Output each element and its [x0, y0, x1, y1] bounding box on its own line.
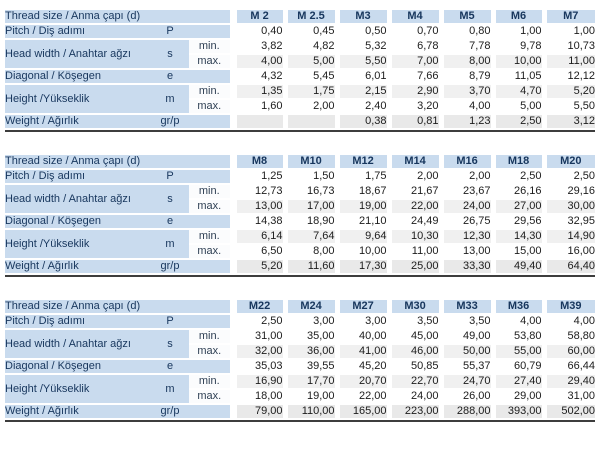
value-cell: 64,40	[544, 259, 595, 274]
value-cell: 4,32	[233, 69, 285, 84]
minmax-label: max.	[189, 54, 233, 69]
value-cell: 21,67	[389, 184, 441, 199]
table-row	[5, 184, 595, 199]
row-symbol: m	[151, 84, 189, 114]
row-symbol: e	[151, 214, 189, 229]
value-cell: 27,00	[493, 199, 544, 214]
table-row	[5, 374, 595, 389]
value-cell: 14,90	[544, 229, 595, 244]
minmax-spacer	[189, 359, 233, 374]
table-row	[5, 84, 595, 99]
value-cell: 35,03	[233, 359, 285, 374]
value-cell: 5,20	[233, 259, 285, 274]
value-cell	[285, 114, 337, 129]
value-cell: 11,00	[544, 54, 595, 69]
column-header: M33	[441, 300, 493, 314]
value-cell: 22,00	[337, 389, 389, 404]
value-cell: 29,40	[544, 374, 595, 389]
value-cell: 8,00	[285, 244, 337, 259]
value-cell: 3,50	[441, 314, 493, 329]
value-cell: 55,37	[441, 359, 493, 374]
minmax-label: max.	[189, 99, 233, 114]
value-cell: 4,82	[285, 39, 337, 54]
value-cell: 110,00	[285, 404, 337, 419]
row-label: Height /Yükseklik	[5, 84, 151, 114]
value-cell: 1,60	[233, 99, 285, 114]
column-header: M 2.5	[285, 10, 337, 24]
value-cell: 53,80	[493, 329, 544, 344]
value-cell: 4,00	[493, 314, 544, 329]
value-cell: 3,00	[285, 314, 337, 329]
minmax-spacer	[189, 24, 233, 39]
row-symbol: e	[151, 69, 189, 84]
value-cell: 39,55	[285, 359, 337, 374]
minmax-label: max.	[189, 389, 233, 404]
value-cell: 6,78	[389, 39, 441, 54]
value-cell: 7,64	[285, 229, 337, 244]
value-cell: 50,85	[389, 359, 441, 374]
row-symbol: m	[151, 374, 189, 404]
value-cell: 24,70	[441, 374, 493, 389]
minmax-spacer	[189, 114, 233, 129]
value-cell: 2,50	[493, 114, 544, 129]
value-cell: 12,73	[233, 184, 285, 199]
column-header: M22	[233, 300, 285, 314]
value-cell: 3,70	[441, 84, 493, 99]
minmax-label: min.	[189, 229, 233, 244]
value-cell: 5,32	[337, 39, 389, 54]
value-cell: 33,30	[441, 259, 493, 274]
value-cell: 0,81	[389, 114, 441, 129]
column-header: M24	[285, 300, 337, 314]
value-cell: 26,00	[441, 389, 493, 404]
value-cell: 5,00	[493, 99, 544, 114]
minmax-label: max.	[189, 199, 233, 214]
value-cell: 165,00	[337, 404, 389, 419]
minmax-label: min.	[189, 374, 233, 389]
value-cell: 16,73	[285, 184, 337, 199]
value-cell: 30,00	[544, 199, 595, 214]
column-header: M7	[544, 10, 595, 24]
value-cell: 50,00	[441, 344, 493, 359]
column-header: M12	[337, 155, 389, 169]
value-cell: 24,49	[389, 214, 441, 229]
minmax-label: max.	[189, 244, 233, 259]
value-cell: 32,95	[544, 214, 595, 229]
spec-table-3	[5, 300, 595, 422]
value-cell: 29,16	[544, 184, 595, 199]
corner-header: Thread size / Anma çapı (d)	[5, 300, 233, 314]
row-symbol: gr/p	[151, 259, 189, 274]
value-cell: 11,05	[493, 69, 544, 84]
row-label: Weight / Ağırlık	[5, 259, 151, 274]
value-cell: 8,79	[441, 69, 493, 84]
row-symbol: gr/p	[151, 114, 189, 129]
value-cell: 18,00	[233, 389, 285, 404]
value-cell: 0,70	[389, 24, 441, 39]
spec-table-grid	[5, 10, 595, 130]
value-cell: 0,80	[441, 24, 493, 39]
value-cell: 0,50	[337, 24, 389, 39]
column-header: M18	[493, 155, 544, 169]
value-cell: 1,23	[441, 114, 493, 129]
spec-table-grid	[5, 300, 595, 420]
value-cell: 60,00	[544, 344, 595, 359]
table-row	[5, 259, 595, 274]
value-cell: 3,50	[389, 314, 441, 329]
row-label: Head width / Anahtar ağzı	[5, 329, 151, 359]
minmax-label: min.	[189, 39, 233, 54]
value-cell: 1,00	[544, 24, 595, 39]
table-row	[5, 214, 595, 229]
table-row	[5, 314, 595, 329]
spec-table-grid	[5, 155, 595, 275]
value-cell: 14,30	[493, 229, 544, 244]
value-cell: 5,20	[544, 84, 595, 99]
value-cell: 6,01	[337, 69, 389, 84]
value-cell: 31,00	[544, 389, 595, 404]
value-cell: 10,00	[493, 54, 544, 69]
value-cell: 22,70	[389, 374, 441, 389]
column-header: M10	[285, 155, 337, 169]
table-row	[5, 24, 595, 39]
corner-header: Thread size / Anma çapı (d)	[5, 10, 233, 24]
value-cell: 2,00	[441, 169, 493, 184]
row-symbol: gr/p	[151, 404, 189, 419]
value-cell: 7,78	[441, 39, 493, 54]
value-cell: 2,40	[337, 99, 389, 114]
value-cell: 10,30	[389, 229, 441, 244]
value-cell: 4,00	[544, 314, 595, 329]
column-header: M16	[441, 155, 493, 169]
value-cell: 393,00	[493, 404, 544, 419]
column-header: M4	[389, 10, 441, 24]
value-cell: 66,44	[544, 359, 595, 374]
value-cell: 5,45	[285, 69, 337, 84]
column-header: M6	[493, 10, 544, 24]
value-cell: 11,60	[285, 259, 337, 274]
column-header: M39	[544, 300, 595, 314]
header-row	[5, 155, 595, 169]
value-cell: 17,30	[337, 259, 389, 274]
value-cell: 16,90	[233, 374, 285, 389]
value-cell: 10,00	[337, 244, 389, 259]
column-header: M5	[441, 10, 493, 24]
value-cell: 2,50	[544, 169, 595, 184]
value-cell: 29,00	[493, 389, 544, 404]
row-label: Diagonal / Köşegen	[5, 214, 151, 229]
row-label: Diagonal / Köşegen	[5, 69, 151, 84]
value-cell: 18,90	[285, 214, 337, 229]
table-row	[5, 404, 595, 419]
value-cell: 10,73	[544, 39, 595, 54]
row-label: Weight / Ağırlık	[5, 114, 151, 129]
row-symbol: m	[151, 229, 189, 259]
value-cell: 14,38	[233, 214, 285, 229]
value-cell: 502,00	[544, 404, 595, 419]
value-cell: 2,50	[233, 314, 285, 329]
row-label: Head width / Anahtar ağzı	[5, 184, 151, 214]
value-cell: 4,00	[441, 99, 493, 114]
value-cell: 13,00	[233, 199, 285, 214]
value-cell: 4,00	[233, 54, 285, 69]
row-label: Weight / Ağırlık	[5, 404, 151, 419]
row-symbol: s	[151, 39, 189, 69]
minmax-spacer	[189, 314, 233, 329]
minmax-spacer	[189, 259, 233, 274]
spec-table-2	[5, 155, 595, 277]
value-cell: 3,20	[389, 99, 441, 114]
row-label: Pitch / Diş adımı	[5, 24, 151, 39]
value-cell: 6,14	[233, 229, 285, 244]
value-cell: 7,66	[389, 69, 441, 84]
row-label: Diagonal / Köşegen	[5, 359, 151, 374]
value-cell: 22,00	[389, 199, 441, 214]
value-cell: 19,00	[337, 199, 389, 214]
value-cell: 1,75	[337, 169, 389, 184]
value-cell: 13,00	[441, 244, 493, 259]
row-symbol: s	[151, 184, 189, 214]
row-symbol: s	[151, 329, 189, 359]
value-cell: 1,50	[285, 169, 337, 184]
value-cell: 35,00	[285, 329, 337, 344]
table-row	[5, 169, 595, 184]
column-header: M36	[493, 300, 544, 314]
value-cell: 26,75	[441, 214, 493, 229]
table-row	[5, 229, 595, 244]
column-header: M 2	[233, 10, 285, 24]
value-cell: 31,00	[233, 329, 285, 344]
corner-header: Thread size / Anma çapı (d)	[5, 155, 233, 169]
row-symbol: e	[151, 359, 189, 374]
value-cell: 36,00	[285, 344, 337, 359]
table-row	[5, 114, 595, 129]
value-cell: 2,90	[389, 84, 441, 99]
row-label: Head width / Anahtar ağzı	[5, 39, 151, 69]
column-header: M8	[233, 155, 285, 169]
minmax-label: max.	[189, 344, 233, 359]
value-cell: 9,64	[337, 229, 389, 244]
value-cell: 1,35	[233, 84, 285, 99]
value-cell: 5,50	[337, 54, 389, 69]
value-cell: 6,50	[233, 244, 285, 259]
row-label: Height /Yükseklik	[5, 374, 151, 404]
column-header: M27	[337, 300, 389, 314]
value-cell: 288,00	[441, 404, 493, 419]
value-cell: 12,12	[544, 69, 595, 84]
value-cell: 24,00	[441, 199, 493, 214]
row-label: Pitch / Diş adımı	[5, 314, 151, 329]
value-cell: 0,38	[337, 114, 389, 129]
column-header: M30	[389, 300, 441, 314]
value-cell: 2,15	[337, 84, 389, 99]
table-row	[5, 39, 595, 54]
value-cell: 15,00	[493, 244, 544, 259]
value-cell: 12,30	[441, 229, 493, 244]
column-header: M3	[337, 10, 389, 24]
minmax-spacer	[189, 214, 233, 229]
value-cell: 16,00	[544, 244, 595, 259]
value-cell: 29,56	[493, 214, 544, 229]
value-cell: 17,70	[285, 374, 337, 389]
value-cell: 0,40	[233, 24, 285, 39]
column-header: M14	[389, 155, 441, 169]
header-row	[5, 10, 595, 24]
row-label: Pitch / Diş adımı	[5, 169, 151, 184]
value-cell: 58,80	[544, 329, 595, 344]
value-cell: 49,40	[493, 259, 544, 274]
header-row	[5, 300, 595, 314]
value-cell: 4,70	[493, 84, 544, 99]
value-cell: 20,70	[337, 374, 389, 389]
minmax-label: min.	[189, 184, 233, 199]
value-cell: 5,00	[285, 54, 337, 69]
row-symbol: P	[151, 314, 189, 329]
minmax-label: min.	[189, 329, 233, 344]
value-cell: 60,79	[493, 359, 544, 374]
value-cell: 32,00	[233, 344, 285, 359]
value-cell: 27,40	[493, 374, 544, 389]
value-cell: 1,00	[493, 24, 544, 39]
value-cell: 40,00	[337, 329, 389, 344]
value-cell: 3,12	[544, 114, 595, 129]
value-cell: 46,00	[389, 344, 441, 359]
value-cell: 41,00	[337, 344, 389, 359]
row-label: Height /Yükseklik	[5, 229, 151, 259]
value-cell: 8,00	[441, 54, 493, 69]
value-cell: 79,00	[233, 404, 285, 419]
value-cell: 223,00	[389, 404, 441, 419]
minmax-spacer	[189, 404, 233, 419]
value-cell: 25,00	[389, 259, 441, 274]
table-row	[5, 329, 595, 344]
value-cell: 45,20	[337, 359, 389, 374]
minmax-spacer	[189, 169, 233, 184]
value-cell: 18,67	[337, 184, 389, 199]
minmax-spacer	[189, 69, 233, 84]
value-cell: 0,45	[285, 24, 337, 39]
value-cell: 7,00	[389, 54, 441, 69]
minmax-label: min.	[189, 84, 233, 99]
value-cell: 2,00	[389, 169, 441, 184]
value-cell	[233, 114, 285, 129]
value-cell: 9,78	[493, 39, 544, 54]
value-cell: 19,00	[285, 389, 337, 404]
value-cell: 2,50	[493, 169, 544, 184]
value-cell: 49,00	[441, 329, 493, 344]
value-cell: 11,00	[389, 244, 441, 259]
value-cell: 24,00	[389, 389, 441, 404]
value-cell: 2,00	[285, 99, 337, 114]
value-cell: 55,00	[493, 344, 544, 359]
table-row	[5, 359, 595, 374]
value-cell: 1,75	[285, 84, 337, 99]
value-cell: 21,10	[337, 214, 389, 229]
row-symbol: P	[151, 169, 189, 184]
row-symbol: P	[151, 24, 189, 39]
value-cell: 1,25	[233, 169, 285, 184]
value-cell: 3,82	[233, 39, 285, 54]
value-cell: 5,50	[544, 99, 595, 114]
spec-table-1	[5, 10, 595, 132]
value-cell: 17,00	[285, 199, 337, 214]
column-header: M20	[544, 155, 595, 169]
value-cell: 23,67	[441, 184, 493, 199]
value-cell: 45,00	[389, 329, 441, 344]
value-cell: 26,16	[493, 184, 544, 199]
value-cell: 3,00	[337, 314, 389, 329]
table-row	[5, 69, 595, 84]
